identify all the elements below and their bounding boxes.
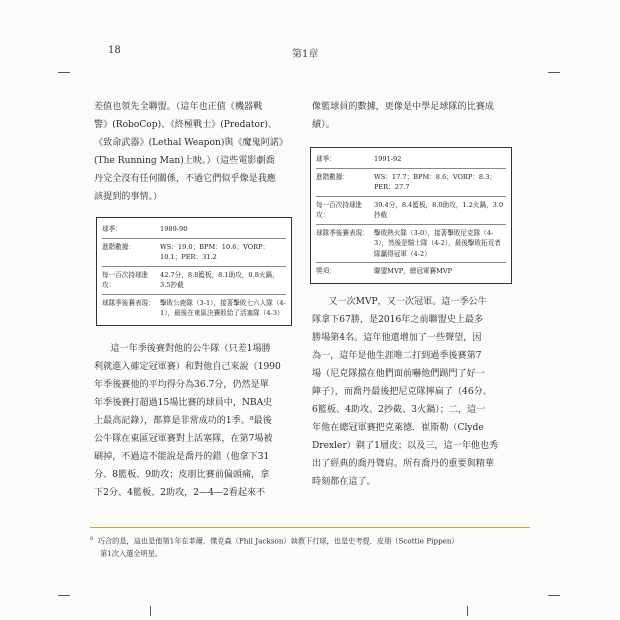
text-line: 該提到的事情。） — [94, 192, 163, 202]
stats-box-1989-90 — [96, 217, 292, 326]
text-line: 勝場第4名。這年他還增加了一些聲望，因 — [312, 333, 482, 343]
text-line: 利就進入確定冠軍賽）和對他自己來說（1990 — [94, 362, 281, 372]
crop-mark — [58, 72, 70, 73]
crop-mark — [548, 72, 560, 73]
text-line: 又一次MVP，又一次冠軍。這一季公牛 — [328, 297, 487, 307]
text-line: 為一，這年是他生涯唯二打到過季後賽第7 — [312, 351, 482, 361]
right-top-text — [312, 98, 512, 134]
stats-label: 每一百次持球進攻： — [316, 200, 363, 219]
text-line: 出了經典的喬丹聳肩。所有喬丹的重要與精華 — [312, 459, 494, 469]
text-line: 6籃板、4助攻、2抄截、3火鍋）；二，這一 — [312, 405, 486, 415]
stats-label: 每一百次持球進攻： — [102, 270, 149, 289]
text-line: 年他在總冠軍賽把克萊德．崔斯勒（Clyde — [312, 423, 484, 433]
stats-label: 球隊季後賽表現： — [102, 298, 155, 307]
text-line: 年季後賽打超過15場比賽的球員中，NBA史 — [94, 398, 273, 408]
text-line: 這一年季後賽對他的公牛隊（只差1場勝 — [110, 344, 271, 354]
stats-row — [316, 263, 506, 280]
stats-value: 聯盟MVP，總冠軍賽MVP — [374, 267, 453, 275]
stats-label: 球隊季後賽表現： — [316, 228, 369, 237]
text-line: Drexler）剃了1層皮；以及三，這一年他也秀 — [312, 441, 499, 451]
footnote-rule — [90, 527, 530, 528]
text-line: 上最高記錄），都算是非常成功的1季。⁸最後 — [94, 416, 272, 426]
text-line: 分、8籃板、9助攻；皮朋比賽前偏頭痛，拿 — [94, 470, 270, 480]
page-number: 18 — [108, 45, 121, 56]
stats-label: 進階數據： — [316, 172, 349, 181]
stats-row — [316, 169, 506, 197]
text-line: 年季後賽他的平均得分為36.7分，仍然是單 — [94, 380, 269, 390]
text-line: 差值也領先全聯盟。（這年也正值《機器戰 — [94, 102, 263, 112]
stats-label: 球季： — [102, 225, 122, 233]
text-line: 績）。 — [312, 120, 335, 130]
text-line: 丹完全沒有任何關係，不過它們似乎像是我應 — [94, 174, 276, 184]
text-line: 場（尼克隊擋在他們面前嚇他們踢門了好一 — [312, 369, 485, 379]
footnote-text: 巧合的是，這也是他第1年在菲爾．傑克森（Phil Jackson）執教下打球，也是史考提．皮朋（Scottie Pippen） — [97, 536, 459, 546]
left-intro-text — [94, 98, 294, 206]
stats-value: 1991-92 — [374, 155, 402, 163]
left-body-text — [94, 340, 294, 502]
stats-value: 1989-90 — [160, 225, 188, 233]
stats-row — [316, 197, 506, 225]
text-line: 警》(RoboCop)、《終極戰士》(Predator)、 — [94, 120, 278, 130]
stats-label: 獎項： — [316, 267, 336, 275]
stats-value: WS：19.0；BPM：10.6；VORP：10.1；PER：31.2 — [160, 242, 270, 261]
text-line: 刷掉，不過這不能說是喬丹的錯（他拿下31 — [94, 452, 270, 462]
stats-row — [316, 225, 506, 264]
footnote-line: 第1次入選全明星。 — [100, 549, 163, 559]
right-body-text — [312, 293, 512, 491]
text-line: 公牛隊在東區冠軍賽對上活塞隊，在第7場被 — [94, 434, 273, 444]
stats-label: 進階數據： — [102, 242, 135, 251]
text-line: 時刻都在這了。 — [312, 477, 376, 487]
stats-row — [102, 267, 286, 295]
crop-mark — [58, 595, 70, 596]
stats-value: WS：17.7；BPM：8.6；VORP：8.3；PER：27.7 — [374, 172, 496, 191]
text-line: 隊拿下67勝，是2016年之前聯盟史上最多 — [312, 315, 484, 325]
text-line: 陣子），而喬丹最後把尼克隊擰扁了（46分、 — [312, 387, 492, 397]
stats-value: 39.4分，8.4籃板，8.0助攻，1.2火鍋，3.0抄截 — [374, 200, 504, 219]
footnote-line — [90, 533, 530, 547]
stats-value: 擊敗公鹿隊（3-1），接著擊敗七六人隊（4-1），最後在東區決賽敗給了活塞隊（4-3） — [160, 298, 286, 317]
stats-row — [316, 151, 506, 169]
stats-row — [102, 295, 286, 322]
stats-row — [102, 239, 286, 267]
stats-box-1991-92 — [310, 147, 512, 284]
stats-label: 球季： — [316, 155, 336, 163]
footnote-marker: 8 — [90, 536, 94, 542]
stats-row — [102, 221, 286, 239]
text-line: 《致命武器》(Lethal Weapon)與《魔鬼阿諾》 — [94, 138, 289, 148]
text-line: (The Running Man)上映。）（這些電影劇喬 — [94, 156, 275, 166]
crop-mark — [548, 595, 560, 596]
footnote — [90, 533, 530, 560]
text-line: 下2分、4籃板、2助攻，2—4—2看起來不 — [94, 488, 266, 498]
crop-mark — [150, 606, 151, 616]
chapter-label: 第1章 — [292, 49, 319, 60]
crop-mark — [467, 606, 468, 616]
stats-value: 42.7分，8.8籃板，8.1助攻，0.8火鍋，3.5抄截 — [160, 270, 279, 289]
text-line: 像籃球員的數據，更像是中學足球隊的比賽成 — [312, 102, 494, 112]
stats-value: 擊敗熱火隊（3-0），接著擊敗尼克隊（4-3），然後是騎士隊（4-2），最後擊敗拓荒者隊贏得冠軍（4-2） — [374, 228, 501, 258]
